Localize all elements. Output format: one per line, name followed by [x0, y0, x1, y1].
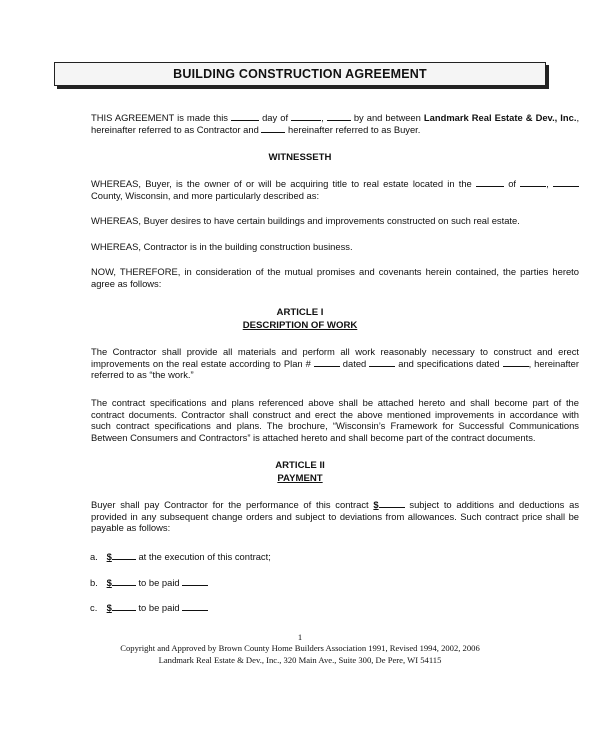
now-therefore-paragraph: NOW, THEREFORE, in consideration of the mutual promises and covenants herein contained, the parties hereto agree as follows:	[91, 266, 579, 289]
whereas-paragraph-2: WHEREAS, Buyer desires to have certain buildings and improvements constructed on such real estate.	[91, 215, 520, 226]
intro-paragraph: THIS AGREEMENT is made this day of , by and between Landmark Real Estate & Dev., Inc., hereinafter referred to as Contractor and hereinafter referred to as Buyer.	[91, 112, 580, 135]
payment-b-when-blank[interactable]	[182, 577, 208, 586]
location-blank[interactable]	[476, 178, 504, 187]
article-1-heading: DESCRIPTION OF WORK	[242, 320, 358, 331]
payment-b-amount-blank[interactable]	[112, 577, 136, 586]
payment-item-b: b. $ to be paid	[90, 577, 208, 589]
buyer-blank[interactable]	[261, 124, 285, 133]
contract-price-dollar: $	[373, 499, 379, 510]
county-blank[interactable]	[553, 178, 579, 187]
payment-a-amount-blank[interactable]	[112, 551, 136, 560]
page-number: 1	[297, 632, 303, 642]
municipality-blank[interactable]	[520, 178, 546, 187]
article-2-heading: PAYMENT	[277, 473, 323, 484]
spec-date-blank[interactable]	[503, 358, 529, 367]
plan-number-blank[interactable]	[314, 358, 340, 367]
year-blank[interactable]	[327, 112, 351, 121]
contractor-name: Landmark Real Estate & Dev., Inc.	[423, 112, 577, 123]
payment-item-a: a. $ at the execution of this contract;	[90, 551, 271, 562]
payment-item-c: c. $ to be paid	[90, 602, 208, 614]
footer-address: Landmark Real Estate & Dev., Inc., 320 Main Ave., Suite 300, De Pere, WI 54115	[158, 655, 442, 665]
plan-date-blank[interactable]	[369, 358, 395, 367]
footer-copyright: Copyright and Approved by Brown County Home Builders Association 1991, Revised 1994, 2002, 2006	[120, 643, 480, 653]
payment-c-when-blank[interactable]	[182, 602, 208, 611]
payment-paragraph: Buyer shall pay Contractor for the performance of this contract $ subject to additions and deductions as provided in any subsequent change orders and subject to deviations from allowances. Such contract price shall be payable as follows:	[91, 499, 580, 534]
payment-c-amount-blank[interactable]	[112, 602, 136, 611]
whereas-paragraph-3: WHEREAS, Contractor is in the building construction business.	[91, 241, 353, 252]
article-2-number: ARTICLE II	[275, 460, 325, 471]
work-description-paragraph: The Contractor shall provide all materials and perform all work reasonably necessary to construct and erect improvements on the real estate according to Plan # dated and specifications dated , hereinafter referred to as “the work.”	[91, 346, 579, 381]
month-blank[interactable]	[291, 112, 321, 121]
document-title: BUILDING CONSTRUCTION AGREEMENT	[54, 62, 546, 86]
day-blank[interactable]	[231, 112, 259, 121]
witnesseth-heading: WITNESSETH	[268, 152, 332, 163]
contract-price-blank[interactable]	[379, 499, 405, 508]
whereas-paragraph-1: WHEREAS, Buyer, is the owner of or will be acquiring title to real estate located in the of , County, Wisconsin, and more particularly described as:	[57, 178, 579, 201]
article-1-number: ARTICLE I	[276, 307, 324, 318]
specifications-paragraph: The contract specifications and plans referenced above shall be attached hereto and shall become part of the contract documents. Contractor shall construct and erect the above mentioned improvements in accordance with such contract specifications and plans. The brochure, “Wisconsin’s Framework for Successful Communications Between Consumers and Contractors” is attached hereto and shall become part of the contract documents.	[91, 397, 579, 443]
